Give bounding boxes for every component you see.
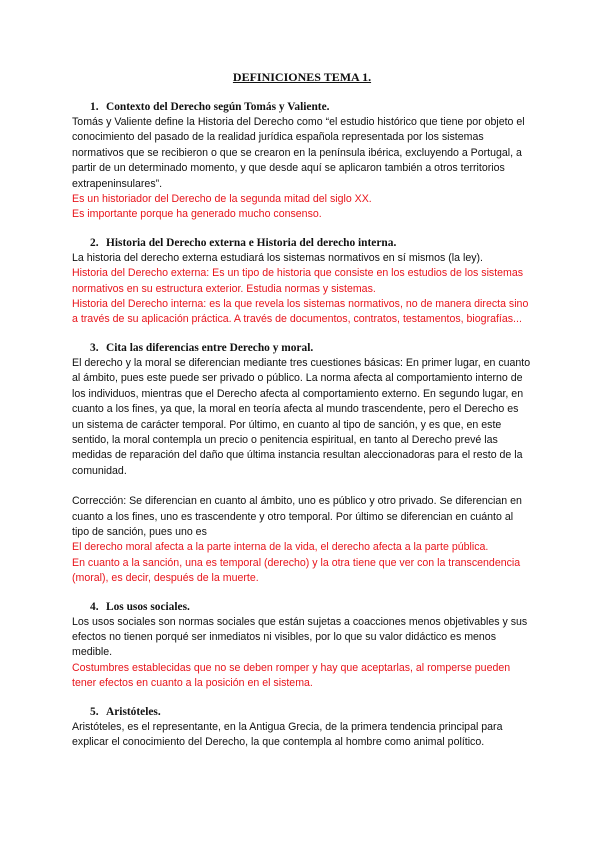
section-title: Aristóteles. — [106, 705, 161, 718]
section-title: Contexto del Derecho según Tomás y Valiente. — [106, 101, 330, 113]
body-paragraph: Tomás y Valiente define la Historia del Derecho como “el estudio histórico que tiene por objeto el conocimiento del pasado de la realidad jurídica española representada por los sistemas normativos que se recibieron o que se crearon en la península ibérica, excluyendo a Portugal, a partir de un determinado momento, y que desde aquí se aplicaron también a otros territorios extrapeninsulares”. — [72, 116, 525, 190]
section-title: Historia del Derecho externa e Historia del derecho interna. — [106, 236, 397, 249]
paragraph-gap — [72, 479, 532, 494]
section-number: 3. — [90, 341, 99, 354]
body-paragraph: Aristóteles, es el representante, en la Antigua Grecia, de la primera tendencia principal para explicar el conocimiento del Derecho, la que contempla al hombre como animal político. — [72, 720, 503, 748]
red-note: Costumbres establecidas que no se deben romper y hay que aceptarlas, al romperse pueden tener efectos en cuanto a la posición en el sistema. — [72, 661, 511, 690]
section-number: 2. — [90, 236, 99, 249]
section-3 — [72, 342, 532, 587]
section-5 — [72, 706, 532, 751]
red-note: El derecho moral afecta a la parte interna de la vida, el derecho afecta a la parte pública. — [72, 541, 489, 554]
red-note: Es importante porque ha generado mucho consenso. — [72, 208, 322, 221]
section-heading — [90, 101, 532, 113]
section-4 — [72, 601, 532, 692]
body-paragraph: El derecho y la moral se diferencian mediante tres cuestiones básicas: En primer lugar, en cuanto al ámbito, pues este puede ser privado o público. La norma afecta al comportamiento interno de los individuos, mientras que el Derecho afecta al comportamiento externo. En segundo lugar, en cuanto a los fines, ya que, la moral en teoría afecta al mundo trascendente, pero el Derecho es un sistema de carácter temporal. Por último, en cuanto al tipo de sanción, y es que, en este sentido, la moral contempla un precio o penitencia espiritual, en tanto al Derecho prevé las medidas de reparación del daño que última instancia resultan aleccionadoras para el resto de la comunidad. — [72, 356, 531, 477]
section-1 — [72, 101, 532, 223]
body-paragraph: La historia del derecho externa estudiará los sistemas normativos en sí mismos (la ley). — [72, 251, 483, 264]
section-heading — [90, 706, 532, 718]
red-note: En cuanto a la sanción, una es temporal (derecho) y la otra tiene que ver con la transcendencia (moral), es decir, después de la muerte. — [72, 556, 521, 585]
red-note: Historia del Derecho interna: es la que revela los sistemas normativos, no de manera directa sino a través de su aplicación práctica. A través de documentos, contratos, testamentos, biografías... — [72, 298, 529, 326]
section-title: Los usos sociales. — [106, 600, 190, 613]
section-title: Cita las diferencias entre Derecho y moral. — [106, 341, 314, 354]
document-title: DEFINICIONES TEMA 1. — [232, 70, 372, 84]
section-number: 5. — [90, 705, 99, 718]
red-note: Es un historiador del Derecho de la segunda mitad del siglo XX. — [72, 193, 372, 206]
document-page — [72, 70, 532, 764]
red-note: Historia del Derecho externa: Es un tipo de historia que consiste en los estudios de los sistemas normativos en su estructura exterior. Estudia normas y sistemas. — [72, 267, 524, 295]
section-heading — [90, 237, 532, 249]
correction-paragraph: Corrección: Se diferencian en cuanto al ámbito, uno es público y otro privado. Se diferencian en cuanto a los fines, uno es trascendente y otro temporal. Por último se diferencian en cuánto al tipo de sanción, pues uno es — [72, 495, 522, 538]
section-number: 1. — [90, 101, 99, 113]
section-2 — [72, 237, 532, 328]
body-paragraph: Los usos sociales son normas sociales que están sujetas a coacciones menos objetivables y sus efectos no tienen porqué ser inmediatos ni visibles, por lo que su valor didáctico es menos medible. — [72, 615, 528, 659]
section-heading — [90, 601, 532, 613]
section-heading — [90, 342, 532, 354]
section-number: 4. — [90, 600, 99, 613]
